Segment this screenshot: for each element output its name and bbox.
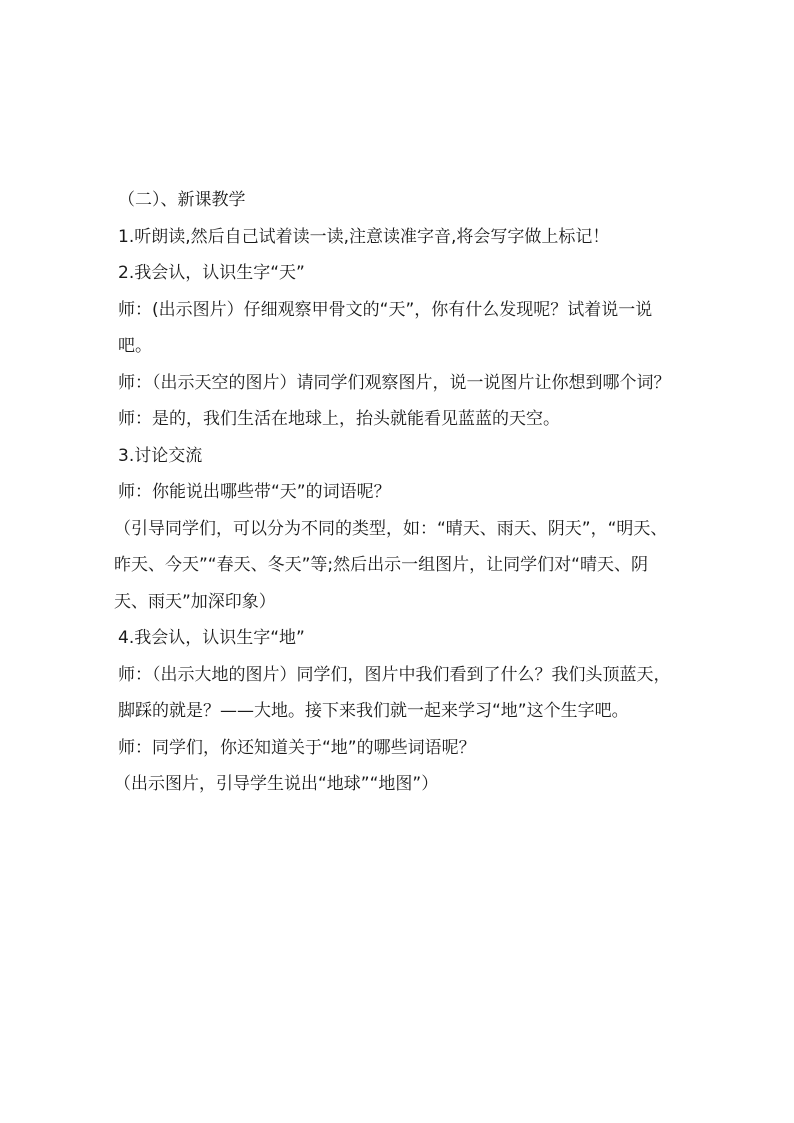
step-3-discussion: 3.讨论交流 — [118, 445, 203, 466]
teacher-line-di-words: 师：同学们，你还知道关于“地”的哪些词语呢？ — [118, 737, 476, 758]
step-2-learn-tian: 2.我会认，认识生字“天” — [118, 263, 305, 283]
lesson-content — [114, 182, 678, 803]
guidance-note-tian: （引导同学们，可以分为不同的类型，如：“晴天、雨天、阴天”，“明天、昨天、今天”“春天、冬天”等;然后出示一组图片，让同学们对“晴天、阴天、雨天”加深印象） — [114, 518, 668, 612]
teacher-line-blue-sky: 师：是的，我们生活在地球上，抬头就能看见蓝蓝的天空。 — [118, 409, 560, 429]
step-1-listen-read: 1.听朗读,然后自己试着读一读,注意读准字音,将会写字做上标记！ — [118, 226, 610, 247]
teacher-line-oracle-bone: 师：(出示图片）仔细观察甲骨文的“天”，你有什么发现呢？试着说一说吧。 — [118, 299, 653, 356]
guidance-note-di: （出示图片，引导学生说出“地球”“地图”） — [114, 774, 439, 794]
step-4-learn-di: 4.我会认，认识生字“地” — [118, 628, 305, 648]
teacher-line-earth-picture: 师：（出示大地的图片）同学们，图片中我们看到了什么？我们头顶蓝天，脚踩的就是？——大地。接下来我们就一起来学习“地”这个生字吧。 — [118, 664, 671, 721]
teacher-line-tian-words: 师：你能说出哪些带“天”的词语呢？ — [118, 482, 391, 502]
teacher-line-sky-picture: 师：（出示天空的图片）请同学们观察图片，说一说图片让你想到哪个词？ — [118, 372, 671, 393]
section-heading: （二）、新课教学 — [118, 190, 246, 210]
